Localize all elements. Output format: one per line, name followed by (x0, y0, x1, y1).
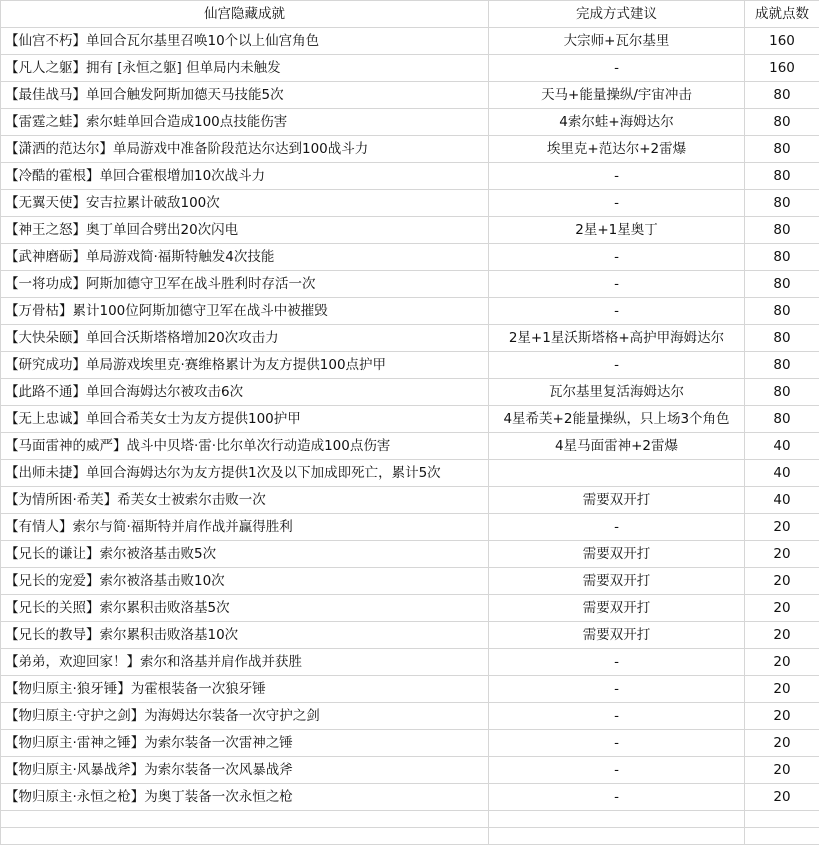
achievement-points-cell: 160 (745, 28, 819, 55)
table-row (1, 460, 819, 487)
table-row (1, 703, 819, 730)
achievement-points-cell: 20 (745, 595, 819, 622)
achievement-points-cell: 20 (745, 541, 819, 568)
empty-cell (1, 828, 489, 845)
achievement-points-cell: 20 (745, 784, 819, 811)
completion-tip-cell: - (489, 784, 745, 811)
achievement-name-cell: 【马面雷神的威严】战斗中贝塔·雷·比尔单次行动造成100点伤害 (1, 433, 489, 460)
achievement-name-cell: 【兄长的谦让】索尔被洛基击败5次 (1, 541, 489, 568)
achievement-name-cell: 【研究成功】单局游戏埃里克·赛维格累计为友方提供100点护甲 (1, 352, 489, 379)
table-row (1, 595, 819, 622)
empty-row (1, 828, 819, 845)
completion-tip-cell: 需要双开打 (489, 622, 745, 649)
achievement-name-cell: 【一将功成】阿斯加德守卫军在战斗胜利时存活一次 (1, 271, 489, 298)
completion-tip-cell: 2星+1星沃斯塔格+高护甲海姆达尔 (489, 325, 745, 352)
achievement-name-cell: 【仙宫不朽】单回合瓦尔基里召唤10个以上仙宫角色 (1, 28, 489, 55)
table-row (1, 730, 819, 757)
achievement-points-cell: 80 (745, 190, 819, 217)
completion-tip-cell: 4星希芙+2能量操纵，只上场3个角色 (489, 406, 745, 433)
empty-cell (489, 828, 745, 845)
table-row (1, 109, 819, 136)
achievement-name-cell: 【有情人】索尔与简·福斯特并肩作战并赢得胜利 (1, 514, 489, 541)
achievement-name-cell: 【潇洒的范达尔】单局游戏中准备阶段范达尔达到100战斗力 (1, 136, 489, 163)
table-row (1, 568, 819, 595)
achievement-points-cell: 80 (745, 109, 819, 136)
achievement-points-cell: 80 (745, 271, 819, 298)
table-row (1, 541, 819, 568)
achievement-points-cell: 160 (745, 55, 819, 82)
completion-tip-cell: 埃里克+范达尔+2雷爆 (489, 136, 745, 163)
table-row (1, 757, 819, 784)
achievement-name-cell: 【凡人之躯】拥有 [永恒之躯] 但单局内未触发 (1, 55, 489, 82)
completion-tip-cell: 4星马面雷神+2雷爆 (489, 433, 745, 460)
table-row (1, 514, 819, 541)
achievement-points-cell: 20 (745, 703, 819, 730)
table-row (1, 379, 819, 406)
completion-tip-cell: - (489, 271, 745, 298)
achievement-points-cell: 80 (745, 136, 819, 163)
achievement-points-cell: 20 (745, 514, 819, 541)
achievement-name-cell: 【物归原主·雷神之锤】为索尔装备一次雷神之锤 (1, 730, 489, 757)
achievement-name-cell: 【武神磨砺】单局游戏简·福斯特触发4次技能 (1, 244, 489, 271)
completion-tip-cell: 需要双开打 (489, 568, 745, 595)
header-achievement-points: 成就点数 (745, 1, 819, 28)
achievement-name-cell: 【万骨枯】累计100位阿斯加德守卫军在战斗中被摧毁 (1, 298, 489, 325)
achievement-points-cell: 40 (745, 433, 819, 460)
completion-tip-cell: - (489, 163, 745, 190)
achievement-name-cell: 【雷霆之蛙】索尔蛙单回合造成100点技能伤害 (1, 109, 489, 136)
achievement-points-cell: 80 (745, 379, 819, 406)
achievement-name-cell: 【物归原主·永恒之枪】为奥丁装备一次永恒之枪 (1, 784, 489, 811)
achievement-name-cell: 【兄长的教导】索尔累积击败洛基10次 (1, 622, 489, 649)
table-row (1, 55, 819, 82)
table-row (1, 163, 819, 190)
achievement-points-cell: 20 (745, 622, 819, 649)
completion-tip-cell (489, 460, 745, 487)
table-row (1, 676, 819, 703)
completion-tip-cell: 瓦尔基里复活海姆达尔 (489, 379, 745, 406)
table-row (1, 622, 819, 649)
achievement-name-cell: 【出师未捷】单回合海姆达尔为友方提供1次及以下加成即死亡，累计5次 (1, 460, 489, 487)
table-row (1, 217, 819, 244)
achievement-points-cell: 80 (745, 406, 819, 433)
achievement-name-cell: 【最佳战马】单回合触发阿斯加德天马技能5次 (1, 82, 489, 109)
empty-cell (489, 811, 745, 828)
achievement-name-cell: 【为情所困·希芙】希芙女士被索尔击败一次 (1, 487, 489, 514)
achievement-name-cell: 【兄长的关照】索尔累积击败洛基5次 (1, 595, 489, 622)
achievement-name-cell: 【冷酷的霍根】单回合霍根增加10次战斗力 (1, 163, 489, 190)
completion-tip-cell: 天马+能量操纵/宇宙冲击 (489, 82, 745, 109)
achievement-name-cell: 【大快朵颐】单回合沃斯塔格增加20次攻击力 (1, 325, 489, 352)
achievement-points-cell: 80 (745, 325, 819, 352)
empty-cell (745, 811, 819, 828)
achievement-name-cell: 【无翼天使】安吉拉累计破敌100次 (1, 190, 489, 217)
table-row (1, 298, 819, 325)
completion-tip-cell: - (489, 757, 745, 784)
achievement-points-cell: 80 (745, 163, 819, 190)
achievement-points-cell: 20 (745, 649, 819, 676)
completion-tip-cell: - (489, 298, 745, 325)
achievement-points-cell: 80 (745, 244, 819, 271)
completion-tip-cell: - (489, 244, 745, 271)
completion-tip-cell: - (489, 514, 745, 541)
empty-cell (1, 811, 489, 828)
table-row (1, 190, 819, 217)
achievement-name-cell: 【此路不通】单回合海姆达尔被攻击6次 (1, 379, 489, 406)
achievement-points-cell: 80 (745, 217, 819, 244)
completion-tip-cell: 需要双开打 (489, 541, 745, 568)
achievement-points-cell: 20 (745, 730, 819, 757)
achievement-points-cell: 40 (745, 487, 819, 514)
completion-tip-cell: - (489, 730, 745, 757)
table-row (1, 487, 819, 514)
table-row (1, 28, 819, 55)
achievement-name-cell: 【物归原主·守护之剑】为海姆达尔装备一次守护之剑 (1, 703, 489, 730)
achievement-points-cell: 80 (745, 298, 819, 325)
achievement-name-cell: 【弟弟，欢迎回家！】索尔和洛基并肩作战并获胜 (1, 649, 489, 676)
completion-tip-cell: 2星+1星奥丁 (489, 217, 745, 244)
table-row (1, 325, 819, 352)
achievement-name-cell: 【物归原主·风暴战斧】为索尔装备一次风暴战斧 (1, 757, 489, 784)
completion-tip-cell: 大宗师+瓦尔基里 (489, 28, 745, 55)
completion-tip-cell: 4索尔蛙+海姆达尔 (489, 109, 745, 136)
completion-tip-cell: 需要双开打 (489, 595, 745, 622)
completion-tip-cell: - (489, 190, 745, 217)
header-completion-tip: 完成方式建议 (489, 1, 745, 28)
achievement-points-cell: 80 (745, 352, 819, 379)
achievement-points-cell: 20 (745, 757, 819, 784)
completion-tip-cell: - (489, 55, 745, 82)
achievement-points-cell: 20 (745, 676, 819, 703)
empty-cell (745, 828, 819, 845)
table-row (1, 244, 819, 271)
completion-tip-cell: 需要双开打 (489, 487, 745, 514)
completion-tip-cell: - (489, 352, 745, 379)
table-row (1, 82, 819, 109)
table-row (1, 406, 819, 433)
table-row (1, 271, 819, 298)
achievement-name-cell: 【兄长的宠爱】索尔被洛基击败10次 (1, 568, 489, 595)
achievement-points-cell: 40 (745, 460, 819, 487)
achievement-points-cell: 20 (745, 568, 819, 595)
table-row (1, 784, 819, 811)
completion-tip-cell: - (489, 649, 745, 676)
table-row (1, 136, 819, 163)
table-row (1, 649, 819, 676)
completion-tip-cell: - (489, 676, 745, 703)
header-achievement-name: 仙宫隐藏成就 (1, 1, 489, 28)
achievement-name-cell: 【神王之怒】奥丁单回合劈出20次闪电 (1, 217, 489, 244)
achievement-name-cell: 【无上忠诚】单回合希芙女士为友方提供100护甲 (1, 406, 489, 433)
header-row (1, 1, 819, 28)
table-row (1, 352, 819, 379)
table-row (1, 433, 819, 460)
achievement-points-cell: 80 (745, 82, 819, 109)
empty-row (1, 811, 819, 828)
achievement-name-cell: 【物归原主·狼牙锤】为霍根装备一次狼牙锤 (1, 676, 489, 703)
completion-tip-cell: - (489, 703, 745, 730)
